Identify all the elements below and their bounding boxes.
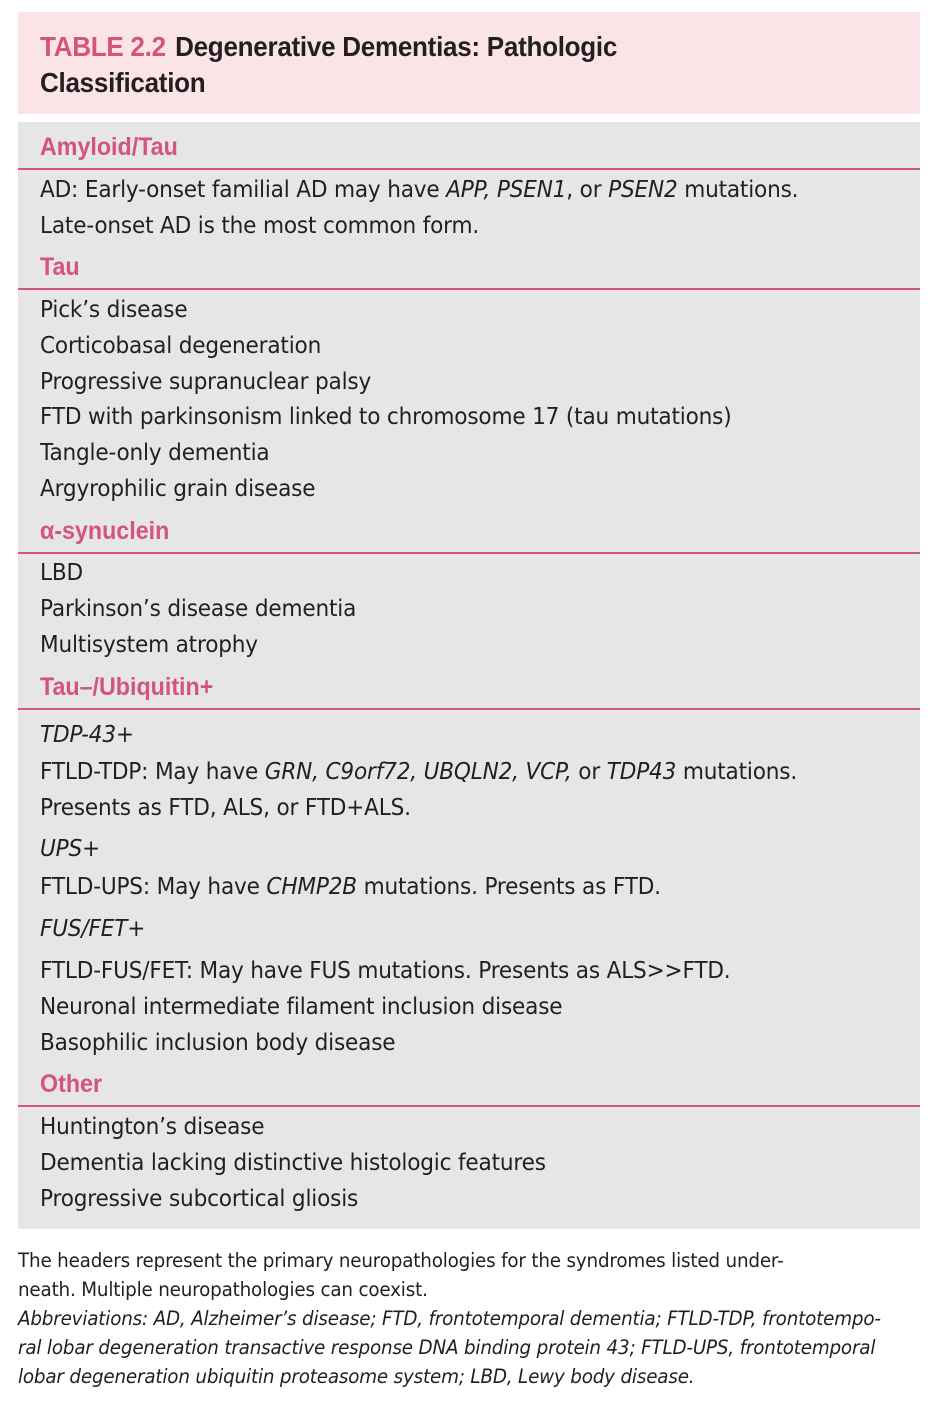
section-header-alpha-synuclein: α-synuclein [18,506,920,554]
footnote-line: neath. Multiple neuropathologies can coexist. [18,1278,428,1301]
table-row: Argyrophilic grain disease [40,476,316,502]
table-footnote [18,1246,918,1391]
classification-table [18,122,920,1229]
table-title-line2: Classification [40,67,206,98]
table-row: FTLD-UPS: May have CHMP2B mutations. Presents as FTD. [40,874,661,900]
table-row: Progressive subcortical gliosis [40,1186,359,1212]
table-row: LBD [40,560,83,586]
table-row: Progressive supranuclear palsy [40,369,372,395]
abbreviations-line: ral lobar degeneration transactive response DNA binding protein 43; FTLD-UPS, frontotemporal [18,1336,876,1359]
table-row: Dementia lacking distinctive histologic features [40,1150,546,1176]
table-row: Late-onset AD is the most common form. [40,213,480,239]
table-title [40,29,896,101]
table-row: Neuronal intermediate filament inclusion disease [40,994,563,1020]
footnote-line: The headers represent the primary neuropathologies for the syndromes listed under- [18,1249,784,1272]
table-row: Corticobasal degeneration [40,333,322,359]
table-title-box [18,12,920,114]
table-row: Huntington’s disease [40,1114,265,1140]
section-header-tau-ubiquitin: Tau–/Ubiquitin+ [18,662,920,710]
table-row: FTD with parkinsonism linked to chromosome 17 (tau mutations) [40,404,732,430]
table-subheader: TDP-43+ [40,722,134,748]
table-row: Tangle-only dementia [40,440,270,466]
abbreviations-line: lobar degeneration ubiquitin proteasome system; LBD, Lewy body disease. [18,1365,695,1388]
table-number: TABLE 2.2 [40,31,166,62]
table-row: FTLD-FUS/FET: May have FUS mutations. Presents as ALS>>FTD. [40,958,731,984]
table-row: Parkinson’s disease dementia [40,596,357,622]
table-subheader: FUS/FET+ [40,916,146,942]
table-row: FTLD-TDP: May have GRN, C9orf72, UBQLN2, VCP, or TDP43 mutations. [40,759,798,785]
table-subheader: UPS+ [40,836,100,862]
abbreviations-line: Abbreviations: AD, Alzheimer’s disease; FTD, frontotemporal dementia; FTLD-TDP, frontotempo- [18,1307,881,1330]
table-row: Basophilic inclusion body disease [40,1030,396,1056]
table-title-line1: Degenerative Dementias: Pathologic [175,31,618,62]
section-header-other: Other [18,1059,920,1107]
table-row: AD: Early-onset familial AD may have APP, PSEN1, or PSEN2 mutations. [40,177,799,203]
table-row: Pick’s disease [40,297,188,323]
section-header-amyloid-tau: Amyloid/Tau [18,122,920,170]
section-header-tau: Tau [18,242,920,290]
table-row: Multisystem atrophy [40,632,258,658]
table-row: Presents as FTD, ALS, or FTD+ALS. [40,795,411,821]
